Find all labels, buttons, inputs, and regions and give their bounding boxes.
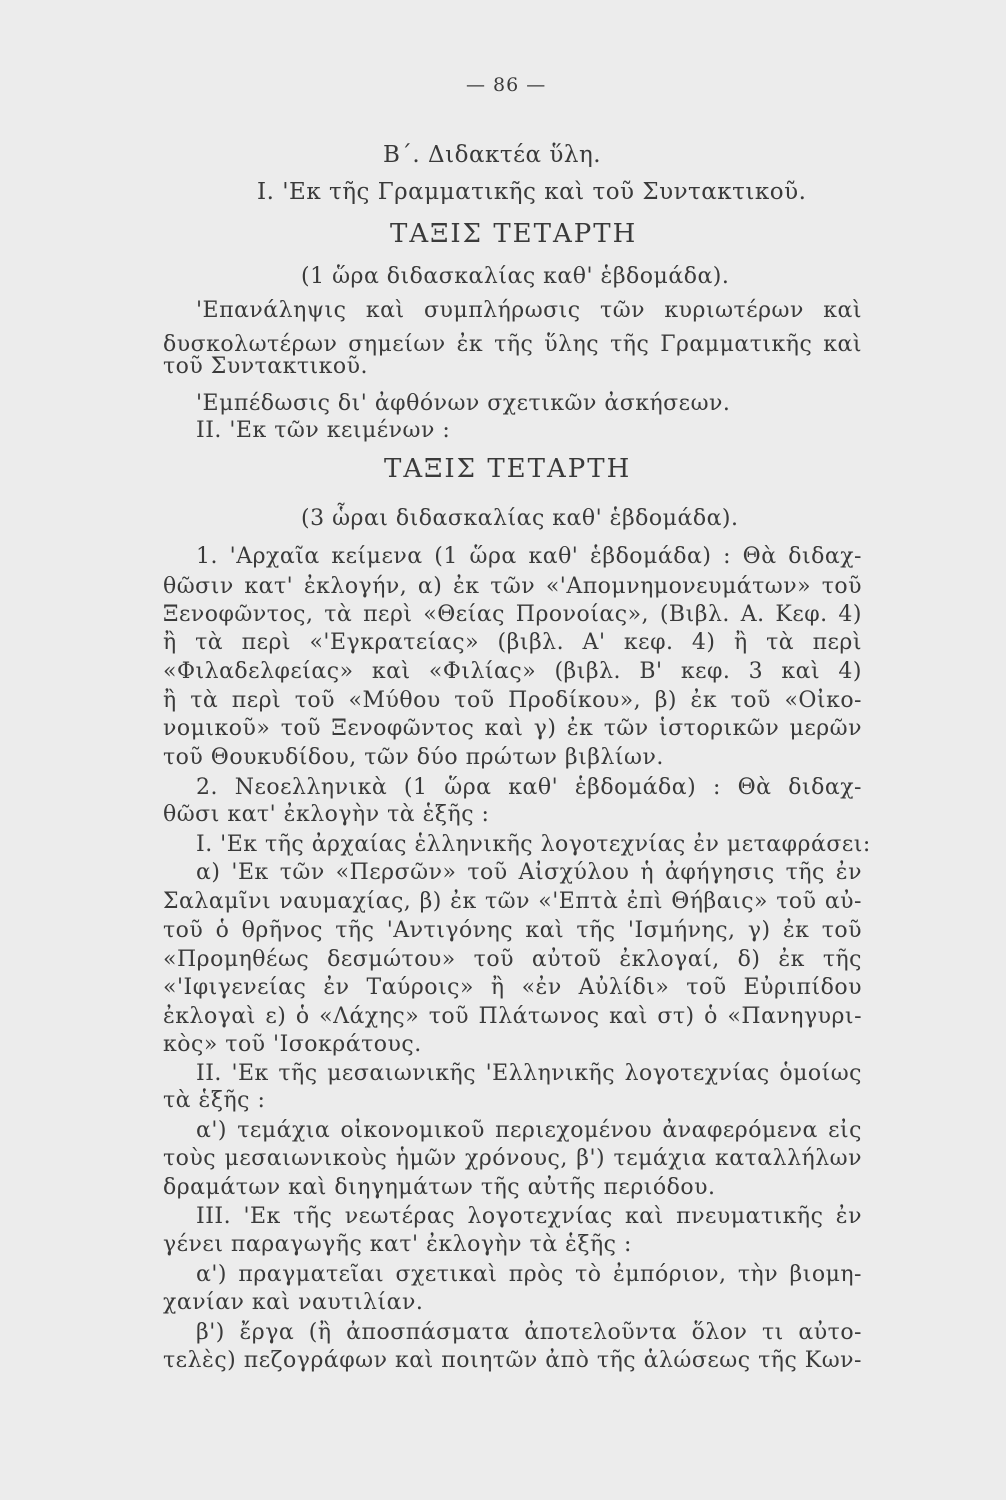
item-2-i-line: «'Ιφιγενείας ἐν Ταύροις» ἢ «ἐν Αὐλίδι» τοῦ Εὐριπίδου bbox=[163, 975, 862, 1000]
item-2-i-line: α) 'Εκ τῶν «Περσῶν» τοῦ Αἰσχύλου ἡ ἀφήγησις τῆς ἐν bbox=[196, 860, 862, 885]
item-2-ii-line: ΙΙ. 'Εκ τῆς μεσαιωνικῆς 'Ελληνικῆς λογοτεχνίας ὁμοίως bbox=[196, 1061, 862, 1086]
subsection-heading-ii: ΙΙ. 'Εκ τῶν κειμένων : bbox=[196, 418, 451, 443]
section-heading-b: Β΄. Διδακτέα ὕλη. bbox=[383, 142, 602, 168]
item-1-line: θῶσιν κατ' ἐκλογήν, α) ἐκ τῶν «'Απομνημονευμάτων» τοῦ bbox=[163, 574, 862, 599]
paragraph-line: 'Επανάληψις καὶ συμπλήρωσις τῶν κυριωτέρων καὶ bbox=[196, 298, 862, 323]
item-2-iii-line: γένει παραγωγῆς κατ' ἐκλογὴν τὰ ἑξῆς : bbox=[163, 1232, 632, 1257]
item-2-iii-line: ΙΙΙ. 'Εκ τῆς νεωτέρας λογοτεχνίας καὶ πνευματικῆς ἐν bbox=[196, 1204, 862, 1229]
item-1-line: τοῦ Θουκυδίδου, τῶν δύο πρώτων βιβλίων. bbox=[163, 745, 664, 770]
item-1-line: ἢ τὰ περὶ «'Εγκρατείας» (βιβλ. Α' κεφ. 4) ἢ τὰ περὶ bbox=[163, 630, 862, 655]
item-2-iii-line: τελὲς) πεζογράφων καὶ ποιητῶν ἀπὸ τῆς ἁλώσεως τῆς Κων- bbox=[163, 1348, 862, 1373]
item-2-iii-line: χανίαν καὶ ναυτιλίαν. bbox=[163, 1290, 424, 1315]
item-2-i-line: Ι. 'Εκ τῆς ἀρχαίας ἑλληνικῆς λογοτεχνίας ἐν μεταφράσει: bbox=[196, 832, 871, 857]
item-2-iii-line: β') ἔργα (ἢ ἀποσπάσματα ἀποτελοῦντα ὅλον τι αὐτο- bbox=[196, 1320, 862, 1345]
item-2-i-line: κὸς» τοῦ 'Ισοκράτους. bbox=[163, 1032, 422, 1057]
item-1-line: νομικοῦ» τοῦ Ξενοφῶντος καὶ γ) ἐκ τῶν ἱστορικῶν μερῶν bbox=[163, 716, 862, 741]
paragraph-line: δυσκολωτέρων σημείων ἐκ τῆς ὕλης τῆς Γραμματικῆς καὶ bbox=[163, 332, 862, 357]
item-2-i-line: Σαλαμῖνι ναυμαχίας, β) ἐκ τῶν «'Επτὰ ἐπὶ Θήβαις» τοῦ αὐ- bbox=[163, 889, 862, 914]
item-2-i-line: τοῦ ὁ θρῆνος τῆς 'Αντιγόνης καὶ τῆς 'Ισμήνης, γ) ἐκ τοῦ bbox=[163, 918, 862, 943]
paragraph-line: τοῦ Συντακτικοῦ. bbox=[163, 354, 369, 379]
page-number: — 86 — bbox=[466, 74, 547, 96]
item-2-i-line: «Προμηθέως δεσμώτου» τοῦ αὐτοῦ ἐκλογαί, δ) ἐκ τῆς bbox=[163, 947, 862, 972]
item-2-ii-line: δραμάτων καὶ διηγημάτων τῆς αὐτῆς περιόδου. bbox=[163, 1175, 716, 1200]
item-2-iii-line: α') πραγματεῖαι σχετικαὶ πρὸς τὸ ἐμπόριον, τὴν βιομη- bbox=[196, 1262, 862, 1287]
item-2-ii-line: τοὺς μεσαιωνικοὺς ἡμῶν χρόνους, β') τεμάχια καταλλήλων bbox=[163, 1146, 862, 1171]
item-2-ii-line: τὰ ἑξῆς : bbox=[163, 1088, 266, 1113]
class-title-2: ΤΑΞΙΣ ΤΕΤΑΡΤΗ bbox=[384, 454, 632, 484]
item-1-line: Ξενοφῶντος, τὰ περὶ «Θείας Προνοίας», (Βιβλ. Α. Κεφ. 4) bbox=[163, 602, 862, 627]
item-2-i-line: ἐκλογαὶ ε) ὁ «Λάχης» τοῦ Πλάτωνος καὶ στ) ὁ «Πανηγυρι- bbox=[163, 1004, 862, 1029]
class-title-1: ΤΑΞΙΣ ΤΕΤΑΡΤΗ bbox=[390, 219, 638, 249]
item-1-line: ἢ τὰ περὶ τοῦ «Μύθου τοῦ Προδίκου», β) ἐκ τοῦ «Οἰκο- bbox=[163, 688, 862, 713]
subsection-heading-i: Ι. 'Εκ τῆς Γραμματικῆς καὶ τοῦ Συντακτικοῦ. bbox=[257, 179, 807, 205]
item-1-line: 1. 'Αρχαῖα κείμενα (1 ὥρα καθ' ἑβδομάδα) : Θὰ διδαχ- bbox=[196, 544, 862, 569]
paragraph-line: 'Εμπέδωσις δι' ἀφθόνων σχετικῶν ἀσκήσεων. bbox=[196, 391, 731, 416]
item-2-line: θῶσι κατ' ἐκλογὴν τὰ ἑξῆς : bbox=[163, 802, 490, 827]
class-hours-2: (3 ὧραι διδασκαλίας καθ' ἑβδομάδα). bbox=[301, 506, 739, 531]
item-2-ii-line: α') τεμάχια οἰκονομικοῦ περιεχομένου ἀναφερόμενα εἰς bbox=[196, 1118, 862, 1143]
item-1-line: «Φιλαδελφείας» καὶ «Φιλίας» (βιβλ. Β' κεφ. 3 καὶ 4) bbox=[163, 659, 862, 684]
class-hours-1: (1 ὥρα διδασκαλίας καθ' ἑβδομάδα). bbox=[301, 264, 730, 289]
item-2-line: 2. Νεοελληνικὰ (1 ὥρα καθ' ἑβδομάδα) : Θὰ διδαχ- bbox=[196, 775, 862, 800]
